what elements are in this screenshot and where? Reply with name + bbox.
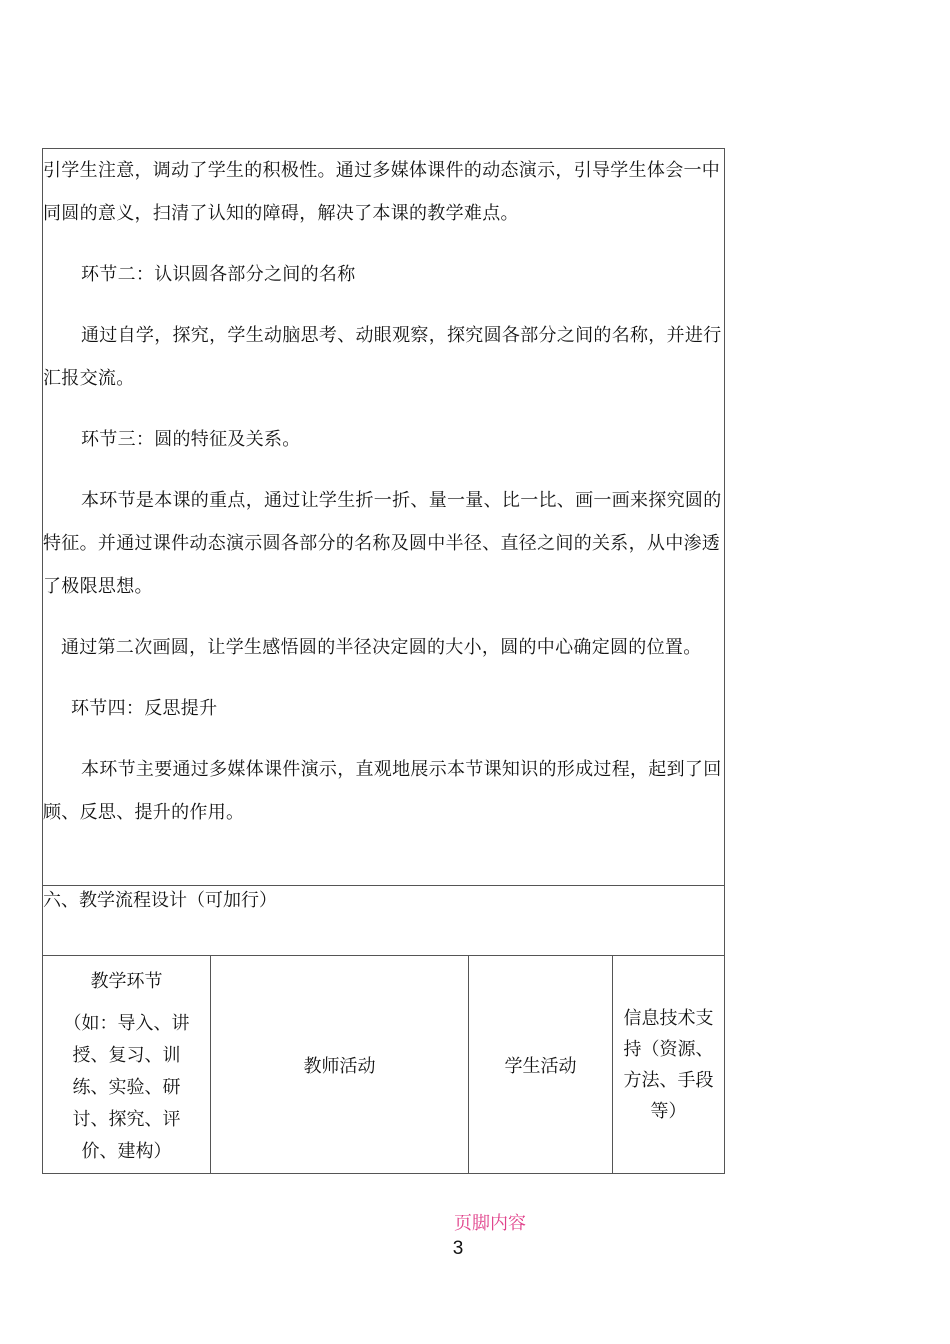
- section-heading-row: [43, 886, 725, 956]
- header-teaching-step: [43, 956, 211, 1174]
- paragraph-step-two-body: 通过自学，探究，学生动脑思考、动眼观察，探究圆各部分之间的名称，并进行汇报交流。: [43, 325, 722, 389]
- paragraph-second-drawing: 通过第二次画圆，让学生感悟圆的半径决定圆的大小，圆的中心确定圆的位置。: [61, 637, 702, 658]
- page-number: 3: [452, 1238, 464, 1259]
- section-heading: 六、教学流程设计（可加行）: [43, 886, 725, 956]
- header-it-support: 信息技术支持（资源、方法、手段等）: [613, 956, 725, 1174]
- table-header-row: [43, 956, 725, 1174]
- header-teaching-step-note: （如：导入、讲授、复习、训练、实验、研讨、探究、评价、建构）: [63, 1013, 190, 1162]
- paragraph-step-three-title: 环节三：圆的特征及关系。: [81, 429, 301, 450]
- paragraph-continuation: 引学生注意，调动了学生的积极性。通过多媒体课件的动态演示，引导学生体会一中同圆的意义，扫清了认知的障碍，解决了本课的教学难点。: [43, 160, 721, 224]
- paragraph-step-two-title: 环节二：认识圆各部分之间的名称: [81, 264, 356, 285]
- footer-text: 页脚内容: [454, 1213, 526, 1234]
- paragraph-step-four-title: 环节四：反思提升: [71, 698, 218, 719]
- paragraph-step-four-body: 本环节主要通过多媒体课件演示，直观地展示本节课知识的形成过程，起到了回顾、反思、提升的作用。: [43, 759, 722, 823]
- content-cell: [43, 149, 725, 886]
- header-student-activity: 学生活动: [469, 956, 613, 1174]
- content-row: [43, 149, 725, 886]
- header-teaching-step-title: 教学环节: [90, 971, 163, 992]
- lesson-plan-table: [42, 148, 725, 1174]
- paragraph-step-three-body: 本环节是本课的重点，通过让学生折一折、量一量、比一比、画一画来探究圆的特征。并通过课件动态演示圆各部分的名称及圆中半径、直径之间的关系，从中渗透了极限思想。: [43, 490, 722, 597]
- header-teacher-activity: 教师活动: [211, 956, 469, 1174]
